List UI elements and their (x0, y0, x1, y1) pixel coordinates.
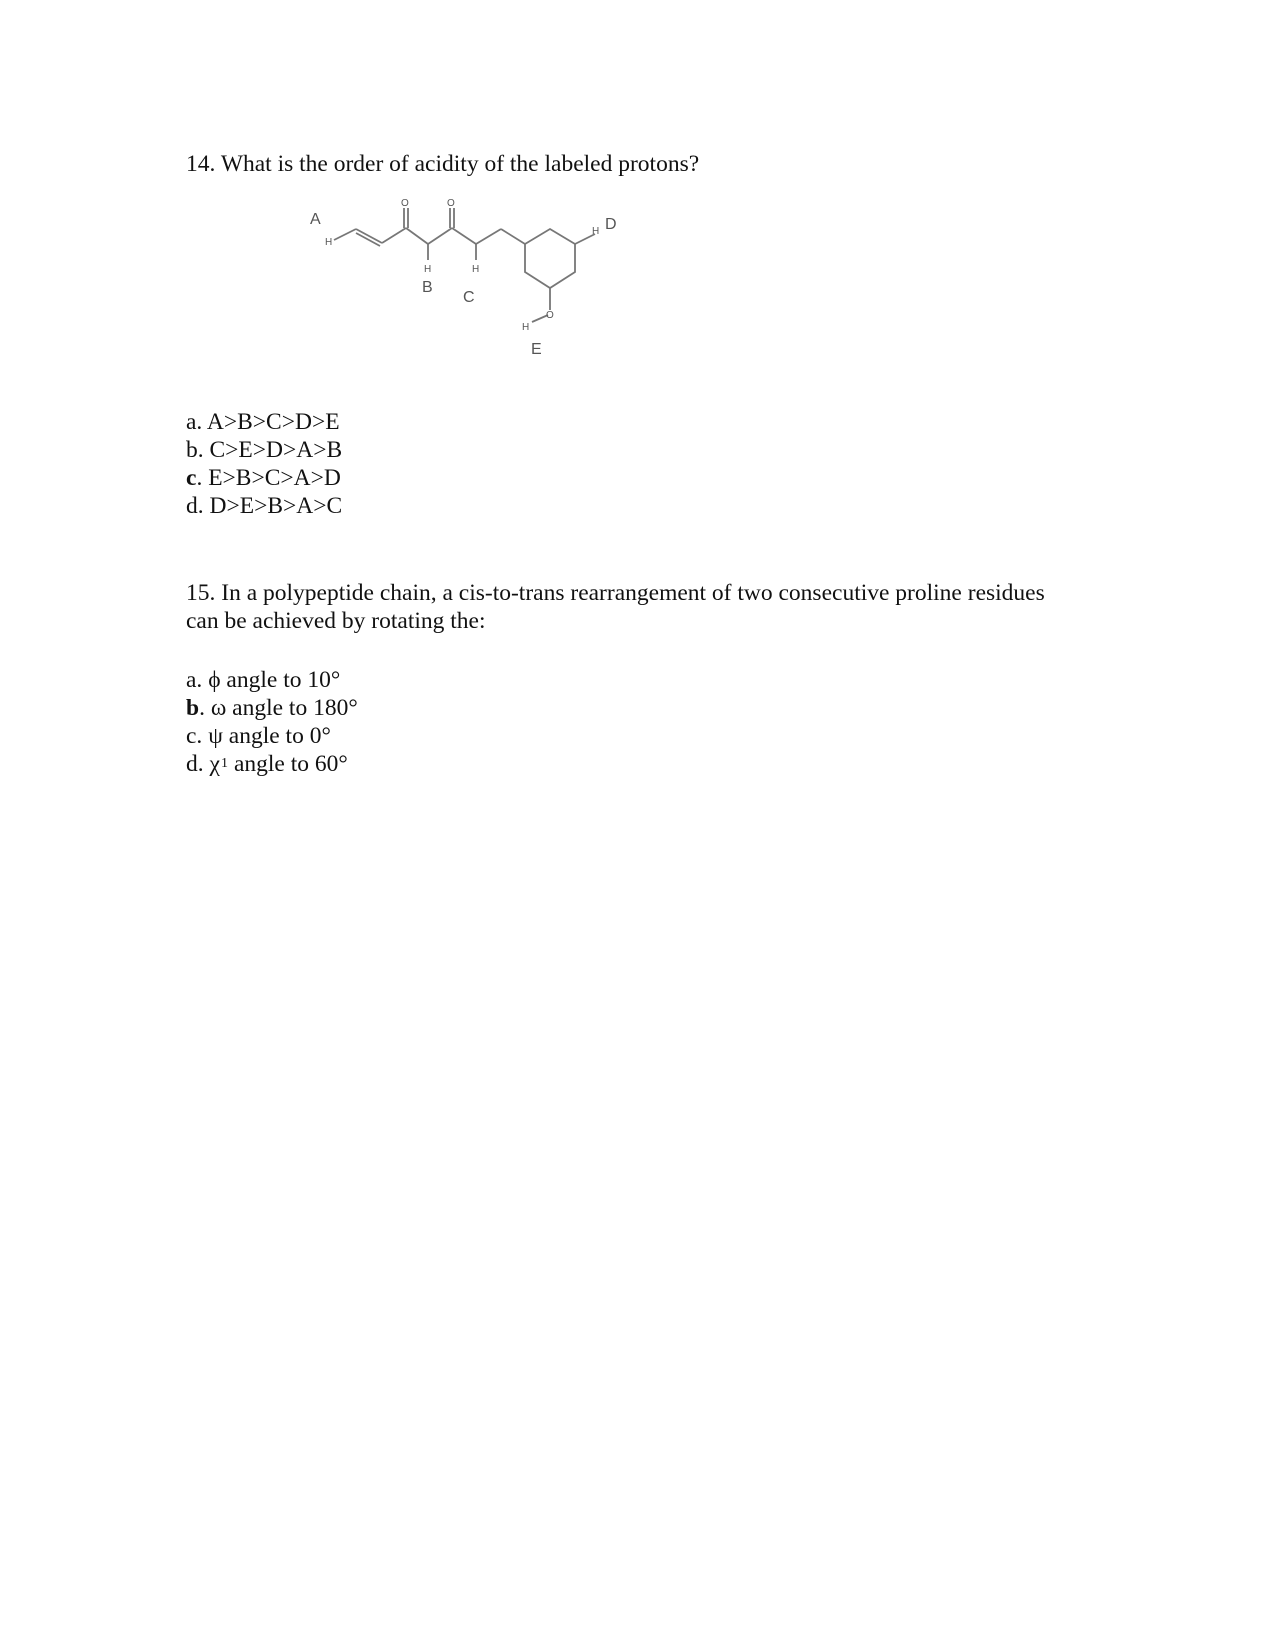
option-d: d. $\chi^1$ angle to 60° (186, 751, 348, 777)
option-b-answer: b. ω angle to 180° (186, 695, 358, 721)
hydrogen-label: H (325, 237, 333, 248)
hydrogen-label: H (472, 264, 480, 275)
bond (382, 228, 406, 243)
option-c: c. ψ angle to 0° (186, 723, 331, 749)
bond (476, 229, 501, 244)
label-d: D (605, 216, 617, 233)
oxygen-label: O (401, 198, 409, 209)
molecule-structure-diagram (300, 196, 660, 366)
bond (406, 228, 428, 244)
label-a: A (310, 211, 321, 228)
cyclohexane-ring (525, 229, 575, 288)
hydrogen-label: H (424, 264, 432, 275)
hydrogen-label: H (592, 226, 600, 237)
option-a: a. A>B>C>D>E (186, 409, 340, 435)
option-d: d. D>E>B>A>C (186, 493, 343, 519)
bond (452, 228, 476, 244)
option-c-answer: c. E>B>C>A>D (186, 465, 341, 491)
question-14-options (186, 408, 342, 520)
label-b: B (422, 279, 433, 296)
label-c: C (463, 289, 475, 306)
label-e: E (531, 341, 542, 358)
oxygen-label: O (447, 198, 455, 209)
question-15-stem: 15. In a polypeptide chain, a cis-to-trans rearrangement of two consecutive proline residues can be achieved by rotating the: (186, 580, 1045, 634)
hydrogen-label: H (522, 322, 530, 333)
option-b: b. C>E>D>A>B (186, 437, 343, 463)
option-a: a. ϕ angle to 10° (186, 667, 341, 693)
bond (501, 229, 525, 244)
question-14-stem: 14. What is the order of acidity of the labeled protons? (186, 151, 700, 177)
bond (334, 229, 356, 240)
oxygen-label: O (546, 310, 554, 321)
question-15-options (186, 666, 358, 782)
bond (428, 228, 452, 244)
